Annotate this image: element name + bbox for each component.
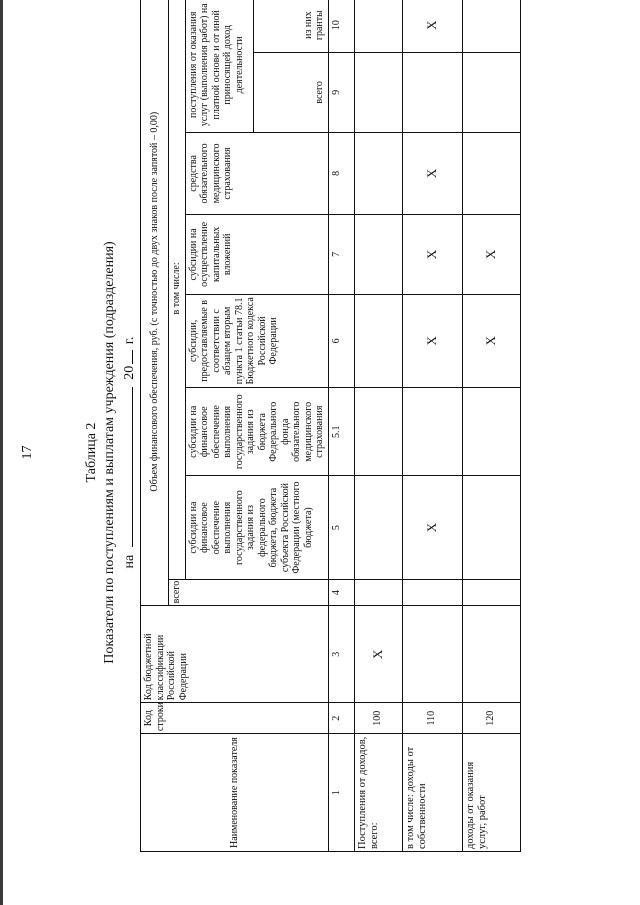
- row-cell: X: [402, 476, 462, 580]
- header-indicator-name: Наименование показателя: [141, 734, 329, 852]
- col-number: 8: [328, 132, 354, 215]
- header-including: в том числе:: [169, 0, 186, 579]
- row-cell: X: [462, 215, 520, 294]
- col-number: 5: [328, 476, 354, 580]
- col-number: 6: [328, 294, 354, 388]
- table-row: [462, 0, 520, 852]
- row-cell: [462, 0, 520, 53]
- header-total: всего: [169, 579, 329, 605]
- row-cell: [354, 215, 402, 294]
- header-finance-volume: Объем финансового обеспечения, руб. (с точностью до двух знаков после запятой – 0,00): [141, 0, 169, 606]
- row-cell: X: [402, 294, 462, 388]
- row-cell: [354, 294, 402, 388]
- col-number: 9: [328, 53, 354, 132]
- row-cell: [462, 606, 520, 703]
- row-cell: X: [402, 132, 462, 215]
- row-cell: X: [354, 606, 402, 703]
- row-cell: [402, 53, 462, 132]
- row-cell: [354, 579, 402, 605]
- row-code: 100: [354, 703, 402, 734]
- header-col5-1: субсидии на финансовое обеспечение выполнения государственного задания из бюджета Федерального фонда обязательного медицинского страхования: [185, 388, 328, 476]
- header-budget-code: Код бюджетной классификации Российской Федерации: [141, 606, 329, 703]
- row-code: 110: [402, 703, 462, 734]
- table-row: [402, 0, 462, 852]
- row-cell: [402, 388, 462, 476]
- row-cell: X: [402, 215, 462, 294]
- year-blank: [120, 350, 133, 364]
- page-number: 17: [20, 445, 35, 460]
- col-number: 7: [328, 215, 354, 294]
- col-number: 3: [328, 606, 354, 703]
- header-col5: субсидии на финансовое обеспечение выполнения государственного задания из федерального бюджета, бюджета субъекта Российской Федерации (местного бюджета): [185, 476, 328, 580]
- row-cell: [402, 606, 462, 703]
- header-col9-10: поступления от оказания услуг (выполнения работ) на платной основе и от иной приносящей доход деятельности: [185, 0, 253, 132]
- col-number: 10: [328, 0, 354, 53]
- row-name: доходы от оказания услуг, работ: [462, 734, 520, 852]
- year-prefix: 20: [122, 365, 137, 380]
- col-number: 2: [328, 703, 354, 734]
- date-blank: [120, 387, 133, 547]
- col-number: 1: [328, 734, 354, 852]
- row-name: в том числе: доходы от собственности: [402, 734, 462, 852]
- row-code: 120: [462, 703, 520, 734]
- header-col9: всего: [253, 53, 328, 132]
- header-col8: средства обязательного медицинского страхования: [185, 132, 328, 215]
- year-suffix: г.: [122, 336, 137, 345]
- table-row: [354, 0, 402, 852]
- row-cell: [354, 53, 402, 132]
- data-table: [140, 0, 521, 852]
- row-cell: [354, 132, 402, 215]
- row-cell: [462, 132, 520, 215]
- row-cell: [462, 53, 520, 132]
- header-col10: из них гранты: [253, 0, 328, 53]
- header-row-code: Код строки: [141, 703, 329, 734]
- table-title: Показатели по поступлениям и выплатам учреждения (подразделения): [102, 241, 117, 664]
- header-col6: субсидии, предоставляемые в соответствии с абзацем вторым пункта 1 статьи 78.1 Бюджетного кодекса Российской Федерации: [185, 294, 328, 388]
- row-cell: [354, 476, 402, 580]
- row-cell: X: [402, 0, 462, 53]
- row-cell: X: [462, 294, 520, 388]
- date-line: [120, 0, 138, 905]
- header-col7: субсидии на осуществление капитальных вложений: [185, 215, 328, 294]
- table-label: Таблица 2: [84, 422, 99, 483]
- row-cell: [354, 0, 402, 53]
- row-cell: [462, 388, 520, 476]
- col-number: 4: [328, 579, 354, 605]
- row-cell: [402, 579, 462, 605]
- row-cell: [354, 388, 402, 476]
- row-name: Поступления от доходов, всего:: [354, 734, 402, 852]
- row-cell: [462, 579, 520, 605]
- row-cell: [462, 476, 520, 580]
- date-prefix: на: [122, 554, 137, 569]
- col-number: 5.1: [328, 388, 354, 476]
